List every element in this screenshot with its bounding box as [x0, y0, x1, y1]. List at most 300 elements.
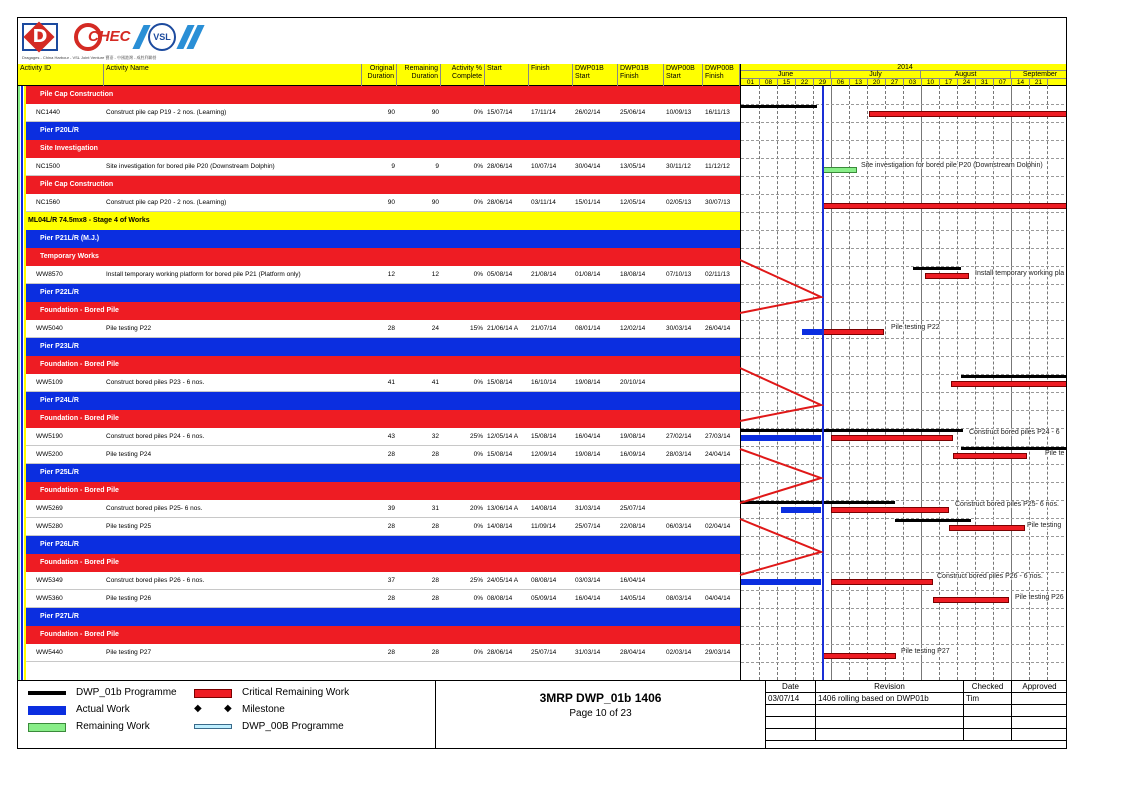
actual-bar[interactable] [802, 329, 822, 335]
col-dwp00b-finish[interactable]: DWP00B Finish [703, 64, 740, 86]
timescale-month: June [741, 71, 831, 79]
gantt-rowline [741, 392, 1067, 393]
col-remaining-duration[interactable]: Remaining Duration [397, 64, 441, 86]
programme-swatch-icon [28, 691, 66, 695]
cell-s1: 01/08/14 [575, 271, 601, 278]
cell-finish: 25/07/14 [531, 649, 557, 656]
activity-cells [26, 194, 740, 212]
cell-od: 90 [387, 199, 395, 206]
cell-name: Site investigation for bored pile P20 (Downstream Dolphin) [106, 163, 275, 170]
revision-empty-cell [816, 717, 964, 729]
col-activity-complete[interactable]: Activity % Complete [441, 64, 485, 86]
revision-empty-cell [766, 729, 816, 741]
crit-bar[interactable] [933, 597, 1009, 603]
gantt-rowline [741, 212, 1067, 213]
activity-cells [26, 104, 740, 122]
cell-s0: 27/02/14 [666, 433, 692, 440]
bar-label: Pile te [1045, 450, 1065, 457]
wbs-band-label: Foundation - Bored Pile [26, 626, 740, 644]
cell-start: 14/08/14 [487, 523, 513, 530]
cell-od: 28 [387, 595, 395, 602]
data-date-line [822, 86, 824, 680]
cell-finish: 12/09/14 [531, 451, 557, 458]
gantt-rowline [741, 356, 1067, 357]
cell-f1: 16/04/14 [620, 577, 646, 584]
col-original-duration[interactable]: Original Duration [362, 64, 397, 86]
activity-cells [26, 500, 740, 518]
cell-id: NC1440 [36, 109, 60, 116]
cell-finish: 08/08/14 [531, 577, 557, 584]
cell-s1: 08/01/14 [575, 325, 601, 332]
actual-bar[interactable] [741, 435, 821, 441]
gantt-rowline [741, 608, 1067, 609]
logo-area [18, 18, 1067, 64]
timescale-day: 20 [868, 79, 886, 86]
revision-empty-cell [1012, 705, 1067, 717]
wbs-band-label: Foundation - Bored Pile [26, 302, 740, 320]
remain-bar[interactable] [823, 167, 857, 173]
bar-label: Install temporary working pla [975, 270, 1065, 277]
cell-pc: 0% [473, 379, 483, 386]
cell-start: 28/06/14 [487, 163, 513, 170]
cell-finish: 17/11/14 [531, 109, 556, 116]
cell-id: WW5440 [36, 649, 63, 656]
cell-s0 [664, 572, 703, 590]
cell-f1: 12/05/14 [620, 199, 646, 206]
wbs-band-label: Foundation - Bored Pile [26, 482, 740, 500]
cell-id: WW5280 [36, 523, 63, 530]
cell-f0: 16/11/13 [705, 109, 730, 116]
gantt-chart [740, 86, 1067, 680]
revision-empty-cell [766, 705, 816, 717]
wbs-band-label: ML04L/R 74.5mx8 - Stage 4 of Works [26, 212, 740, 230]
cell-name: Pile testing P25 [106, 523, 152, 530]
gantt-rowline [741, 194, 1067, 195]
cell-s1: 15/01/14 [575, 199, 601, 206]
cell-name: Install temporary working platform for bored pile P21 (Platform only) [106, 271, 301, 278]
cell-pc: 20% [469, 505, 483, 512]
cell-rd: 24 [431, 325, 439, 332]
crit-bar[interactable] [822, 653, 896, 659]
revision-header-cell: Checked [964, 681, 1012, 693]
cell-finish: 03/11/14 [531, 199, 556, 206]
revision-header-cell: Revision [816, 681, 964, 693]
cell-start: 24/05/14 A [487, 577, 519, 584]
timescale-day: 06 [832, 79, 850, 86]
cell-f1: 14/05/14 [620, 595, 646, 602]
cell-finish: 10/07/14 [531, 163, 557, 170]
activity-cells [26, 590, 740, 608]
bar-label: Pile testing P22 [891, 324, 940, 331]
wbs-band-label: Pier P21L/R (M.J.) [26, 230, 740, 248]
cell-pc: 0% [473, 109, 483, 116]
cell-pc: 0% [473, 271, 483, 278]
cell-pc: 25% [469, 577, 483, 584]
cell-f1: 28/04/14 [620, 649, 646, 656]
prog-bar[interactable] [741, 501, 895, 504]
cell-s0: 28/03/14 [666, 451, 692, 458]
cell-od: 41 [387, 379, 395, 386]
cell-start: 13/06/14 A [487, 505, 519, 512]
crit-bar[interactable] [925, 273, 969, 279]
wbs-band-label: Pier P20L/R [26, 122, 740, 140]
cell-name: Pile testing P27 [106, 649, 152, 656]
revision-empty-cell [1012, 717, 1067, 729]
cell-od: 39 [387, 505, 395, 512]
wbs-band-label: Pier P23L/R [26, 338, 740, 356]
gantt-rowline [741, 536, 1067, 537]
col-dwp00b-start[interactable]: DWP00B Start [664, 64, 703, 86]
activity-cells [26, 446, 740, 464]
gantt-rowline [741, 590, 1067, 591]
timescale-day: 07 [994, 79, 1012, 86]
prog-bar[interactable] [741, 105, 817, 108]
wbs-band-label: Foundation - Bored Pile [26, 554, 740, 572]
cell-s1: 03/03/14 [575, 577, 601, 584]
cell-id: WW5349 [36, 577, 63, 584]
timescale-day: 03 [904, 79, 922, 86]
cell-rd: 28 [431, 451, 439, 458]
timescale-day: 27 [886, 79, 904, 86]
timescale-month: August [921, 71, 1011, 79]
cell-start: 12/05/14 A [487, 433, 519, 440]
activity-cells [26, 374, 740, 392]
timescale-day: 29 [814, 79, 832, 86]
cell-finish: 14/08/14 [531, 505, 557, 512]
revision-empty-cell [964, 729, 1012, 741]
revision-empty-cell [964, 705, 1012, 717]
cell-rd: 12 [431, 271, 439, 278]
crit-bar[interactable] [823, 203, 1067, 209]
actual-bar[interactable] [781, 507, 821, 513]
wbs-band-label: Temporary Works [26, 248, 740, 266]
cell-rd: 28 [431, 577, 439, 584]
revision-empty-cell [816, 729, 964, 741]
page-number: Page 10 of 23 [569, 708, 632, 719]
cell-f0: 04/04/14 [705, 595, 731, 602]
cell-start: 15/08/14 [487, 379, 513, 386]
title-block [436, 681, 766, 749]
cell-f0: 24/04/14 [705, 451, 731, 458]
wbs-band-label: Pier P25L/R [26, 464, 740, 482]
cell-finish: 11/09/14 [531, 523, 556, 530]
wbs-band-label: Pier P26L/R [26, 536, 740, 554]
gantt-rowline [741, 626, 1067, 627]
cell-s1: 31/03/14 [575, 649, 601, 656]
cell-pc: 15% [469, 325, 483, 332]
cell-od: 28 [387, 649, 395, 656]
bar-label: Pile testing P27 [901, 648, 950, 655]
activity-cells [26, 428, 740, 446]
cell-name: Pile testing P26 [106, 595, 152, 602]
cell-s1: 25/07/14 [575, 523, 601, 530]
cell-f1: 13/05/14 [620, 163, 646, 170]
timescale-day: 13 [850, 79, 868, 86]
crit-bar[interactable] [831, 435, 953, 441]
timescale-month: September [1011, 71, 1067, 79]
col-activity-name[interactable]: Activity Name [104, 64, 362, 86]
cell-od: 90 [387, 109, 395, 116]
cell-f1: 18/08/14 [620, 271, 646, 278]
revision-cell: 03/07/14 [766, 693, 816, 705]
cell-f0: 26/04/14 [705, 325, 731, 332]
gantt-rowline [741, 248, 1067, 249]
gantt-rowline [741, 122, 1067, 123]
revision-cell: Tim [964, 693, 1012, 705]
crit-bar[interactable] [822, 329, 884, 335]
cell-id: WW5190 [36, 433, 63, 440]
logo-caption: Dragages - China Harbour - VSL Joint Venture 寶嘉 - 中國港灣 - 威胜利聯營 [22, 55, 157, 60]
cell-f0: 02/11/13 [705, 271, 730, 278]
cell-f0: 29/03/14 [705, 649, 731, 656]
cell-f1: 22/08/14 [620, 523, 646, 530]
cell-od: 28 [387, 523, 395, 530]
cell-name: Construct bored piles P23 - 6 nos. [106, 379, 205, 386]
cell-name: Construct bored piles P24 - 6 nos. [106, 433, 205, 440]
cell-f1: 12/02/14 [620, 325, 646, 332]
activity-cells [26, 572, 740, 590]
cell-finish: 21/08/14 [531, 271, 557, 278]
gantt-rowline [741, 158, 1067, 159]
timescale-day: 10 [922, 79, 940, 86]
cell-id: NC1500 [36, 163, 60, 170]
col-start[interactable]: Start [485, 64, 529, 86]
crit-bar[interactable] [953, 453, 1027, 459]
revision-empty-cell [1012, 729, 1067, 741]
revision-cell: 1406 rolling based on DWP01b [816, 693, 964, 705]
timescale-day: 31 [976, 79, 994, 86]
wbs-band-label: Site Investigation [26, 140, 740, 158]
gantt-rowline [741, 644, 1067, 645]
cell-od: 28 [387, 325, 395, 332]
cell-id: WW5109 [36, 379, 63, 386]
activity-cells [26, 158, 740, 176]
crit-bar[interactable] [949, 525, 1025, 531]
bar-label: Construct bored piles P24 - 6 [969, 429, 1060, 436]
sheet-title: 3MRP DWP_01b 1406 [539, 691, 662, 705]
timescale-day: 22 [796, 79, 814, 86]
cell-f1: 25/06/14 [620, 109, 646, 116]
cell-pc: 0% [473, 199, 483, 206]
wbs-band-label: Pile Cap Construction [26, 176, 740, 194]
gantt-rowline [741, 320, 1067, 321]
timescale-day: 21 [1030, 79, 1048, 86]
wbs-band-label: Foundation - Bored Pile [26, 356, 740, 374]
cell-f0: 11/12/12 [705, 163, 730, 170]
cell-id: WW5200 [36, 451, 63, 458]
cell-f1: 19/08/14 [620, 433, 646, 440]
cell-s1: 31/03/14 [575, 505, 601, 512]
cell-s0: 10/09/13 [666, 109, 692, 116]
crit-bar[interactable] [951, 381, 1067, 387]
cell-f0: 02/04/14 [705, 523, 731, 530]
cell-finish: 21/07/14 [531, 325, 557, 332]
cell-od: 9 [391, 163, 395, 170]
cell-pc: 0% [473, 523, 483, 530]
cell-od: 37 [387, 577, 395, 584]
cell-s0: 30/11/12 [666, 163, 691, 170]
cell-rd: 28 [431, 649, 439, 656]
cell-finish: 05/09/14 [531, 595, 557, 602]
vsl-logo: VSL [138, 23, 206, 51]
gantt-sheet [17, 17, 1067, 749]
cell-id: WW5360 [36, 595, 63, 602]
revision-empty-cell [964, 717, 1012, 729]
cell-f0 [703, 500, 740, 518]
cell-start: 28/06/14 [487, 649, 513, 656]
milestone-diamond-icon: ◆ ◆ [194, 703, 232, 714]
cell-rd: 90 [431, 199, 439, 206]
timescale-month: July [831, 71, 921, 79]
cell-finish: 15/08/14 [531, 433, 557, 440]
gantt-rowline [741, 302, 1067, 303]
cell-rd: 28 [431, 595, 439, 602]
cell-name: Construct bored piles P26 - 6 nos. [106, 577, 205, 584]
bar-label: Construct bored piles P25- 6 nos. [955, 501, 1059, 508]
cell-f1: 20/10/14 [620, 379, 646, 386]
gantt-rowline [741, 284, 1067, 285]
timescale-day: 17 [940, 79, 958, 86]
cell-s0: 07/10/13 [666, 271, 692, 278]
cell-start: 15/08/14 [487, 451, 513, 458]
timescale-header [740, 64, 1067, 86]
timescale-day: 14 [1012, 79, 1030, 86]
cell-rd: 90 [431, 109, 439, 116]
cell-s1: 16/04/14 [575, 595, 601, 602]
cell-pc: 0% [473, 649, 483, 656]
gantt-rowline [741, 140, 1067, 141]
cell-pc: 0% [473, 451, 483, 458]
cell-rd: 9 [435, 163, 439, 170]
cell-name: Construct pile cap P19 - 2 nos. (Learning) [106, 109, 227, 116]
cell-pc: 0% [473, 163, 483, 170]
cell-start: 05/08/14 [487, 271, 513, 278]
revision-header-cell: Approved [1012, 681, 1067, 693]
timescale-day: 08 [760, 79, 778, 86]
wbs-band-label: Foundation - Bored Pile [26, 410, 740, 428]
prog-bar[interactable] [895, 519, 971, 522]
cell-rd: 41 [431, 379, 439, 386]
crit-bar[interactable] [831, 579, 933, 585]
cell-start: 08/08/14 [487, 595, 513, 602]
chec-logo: CHEC [74, 23, 126, 51]
timescale-day: 24 [958, 79, 976, 86]
cell-s1: 26/02/14 [575, 109, 601, 116]
gantt-rowline [741, 266, 1067, 267]
cell-s0: 02/05/13 [666, 199, 692, 206]
gantt-rowline [741, 338, 1067, 339]
col-activity-id[interactable]: Activity ID [18, 64, 104, 86]
actual-swatch-icon [28, 706, 66, 715]
cell-name: Pile testing P22 [106, 325, 152, 332]
cell-start: 28/06/14 [487, 199, 513, 206]
dwp00b-swatch-icon [194, 724, 232, 729]
actual-bar[interactable] [741, 579, 821, 585]
prog-bar[interactable] [913, 267, 961, 270]
cell-name: Construct bored piles P25- 6 nos. [106, 505, 203, 512]
table-header [18, 64, 740, 86]
bar-label: Pile testing [1027, 522, 1062, 529]
gantt-rowline [741, 230, 1067, 231]
activity-cells [26, 320, 740, 338]
activity-cells [26, 644, 740, 662]
cell-s0: 08/03/14 [666, 595, 692, 602]
cell-pc: 25% [469, 433, 483, 440]
activity-cells [26, 266, 740, 284]
cell-id: NC1560 [36, 199, 60, 206]
revision-empty-cell [766, 717, 816, 729]
bar-label: Site investigation for bored pile P20 (Downstream Dolphin) [861, 162, 1043, 169]
cell-id: WW8570 [36, 271, 63, 278]
prog-bar[interactable] [741, 429, 963, 432]
cell-id: WW5269 [36, 505, 63, 512]
crit-bar[interactable] [869, 111, 1067, 117]
crit-bar[interactable] [831, 507, 949, 513]
cell-name: Construct pile cap P20 - 2 nos. (Learning) [106, 199, 227, 206]
gantt-rowline [741, 464, 1067, 465]
footer [18, 680, 1067, 749]
gantt-rowline [741, 554, 1067, 555]
cell-f1: 25/07/14 [620, 505, 646, 512]
bar-label: Construct bored piles P26 - 6 nos. [937, 573, 1043, 580]
cell-s0: 06/03/14 [666, 523, 692, 530]
cell-s0 [664, 374, 703, 392]
timescale-day: 15 [778, 79, 796, 86]
revision-table [766, 681, 1067, 749]
cell-s1: 19/08/14 [575, 451, 601, 458]
cell-f0: 30/07/13 [705, 199, 731, 206]
cell-rd: 31 [431, 505, 439, 512]
cell-start: 15/07/14 [487, 109, 513, 116]
gantt-rowline [741, 176, 1067, 177]
cell-rd: 32 [431, 433, 439, 440]
remaining-swatch-icon [28, 723, 66, 732]
cell-name: Pile testing P24 [106, 451, 152, 458]
cell-f1: 16/09/14 [620, 451, 646, 458]
wbs-band-label: Pier P27L/R [26, 608, 740, 626]
cell-f0 [703, 572, 740, 590]
cell-rd: 28 [431, 523, 439, 530]
revision-header-cell: Date [766, 681, 816, 693]
cell-od: 43 [387, 433, 395, 440]
legend: DWP_01b Programme Actual Work Remaining Work Critical Remaining Work ◆ ◆ Milestone DWP_00B Programme [18, 681, 436, 749]
wbs-band-label: Pier P24L/R [26, 392, 740, 410]
gantt-rowline [741, 482, 1067, 483]
cell-s1: 30/04/14 [575, 163, 601, 170]
dragages-logo: D [22, 23, 58, 51]
gantt-rowline [741, 662, 1067, 663]
cell-s0: 30/03/14 [666, 325, 692, 332]
cell-start: 21/06/14 A [487, 325, 519, 332]
col-dwp01b-finish[interactable]: DWP01B Finish [618, 64, 664, 86]
col-finish[interactable]: Finish [529, 64, 573, 86]
prog-bar[interactable] [961, 375, 1067, 378]
revision-empty-cell [816, 705, 964, 717]
cell-finish: 16/10/14 [531, 379, 557, 386]
bar-label: Pile testing P26 [1015, 594, 1064, 601]
cell-f0: 27/03/14 [705, 433, 731, 440]
timescale-day: 01 [742, 79, 760, 86]
cell-s1: 16/04/14 [575, 433, 601, 440]
cell-s0 [664, 500, 703, 518]
cell-pc: 0% [473, 595, 483, 602]
activity-cells [26, 518, 740, 536]
cell-id: WW5040 [36, 325, 63, 332]
timescale-year: 2014 [741, 64, 1067, 71]
critical-swatch-icon [194, 689, 232, 698]
cell-s1: 19/08/14 [575, 379, 601, 386]
col-dwp01b-start[interactable]: DWP01B Start [573, 64, 618, 86]
